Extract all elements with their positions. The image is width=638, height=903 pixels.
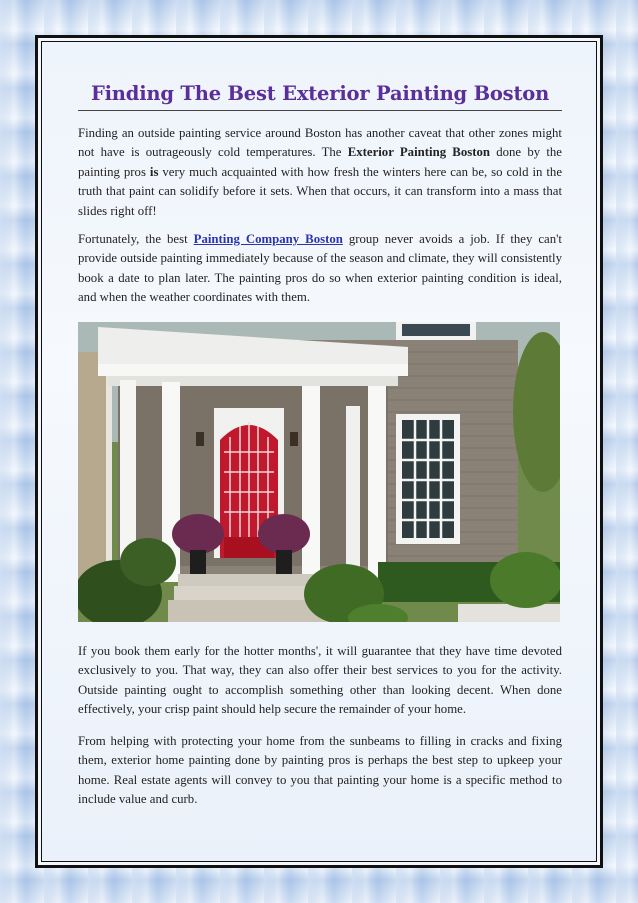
paragraph-4: From helping with protecting your home from the sunbeams to filling in cracks and fixing them, exterior home painting done by painting pros is perhaps the best step to upkeep your home. Real estate agents will convey to you that painting your home is a specific method to include value and curb. [78,734,562,807]
paragraph-1-text-a: Finding an outside painting service around Boston has another caveat that other zones might not have is outrageously cold temperatures. The [78,126,562,160]
house-porch-illustration [78,322,560,622]
house-porch-photo [78,322,560,622]
painting-company-boston-link[interactable]: Painting Company Boston [193,232,343,246]
paragraph-2-text-b: group never avoids a job. If they can't provide outside painting immediately because of the season and climate, they will consistently book a date to plan later. The painting pros do so when exterior painting condition is ideal, and when the weather coordinates with them. [78,232,562,305]
paragraph-2 [78,230,562,308]
page-title: Finding The Best Exterior Painting Boston [90,82,550,105]
paragraph-1 [78,124,562,221]
paragraph-1-text-c: very much acquainted with how fresh the winters here can be, so cold in the truth that paint can solidify before it sets. When that occurs, it can transform into a mass that slides right off! [78,164,562,218]
title-underline [78,110,562,111]
paragraph-1-text-b: done by the painting pros [78,145,562,179]
paragraph-2-text-a: Fortunately, the best [78,232,194,246]
bold-is: is [149,164,159,179]
paragraph-3: If you book them early for the hotter months', it will guarantee that they have time devoted exclusively to you. That way, they can also offer their best services to you for the activity. Outside painting ought to accomplish something other than looking decent. When done effectively, your crisp paint should help secure the remainder of your home. [78,644,562,717]
bold-exterior-painting-boston: Exterior Painting Boston [347,145,491,160]
